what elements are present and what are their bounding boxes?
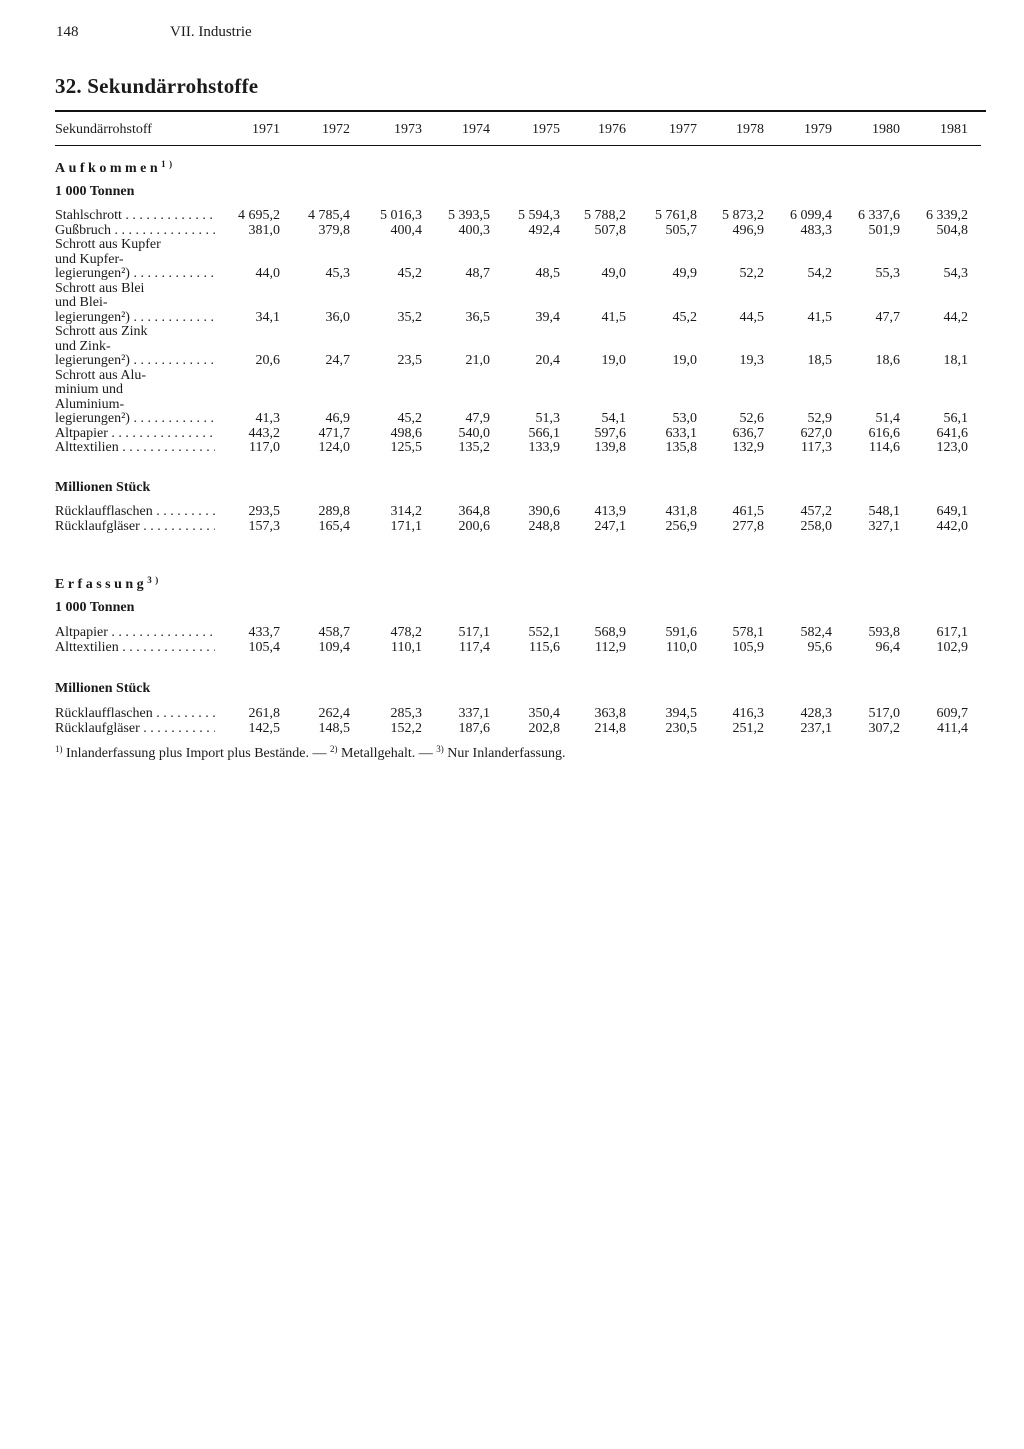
- table-cell: 307,2: [868, 720, 900, 736]
- table-cell: 56,1: [943, 411, 968, 426]
- column-header-year: 1981: [940, 122, 968, 137]
- column-header-year: 1979: [804, 122, 832, 137]
- table-cell: 54,1: [601, 411, 626, 426]
- table-cell: 105,9: [732, 639, 764, 655]
- table-cell: 443,2: [248, 425, 280, 441]
- table-cell: 48,5: [535, 266, 560, 281]
- table-cell: 597,6: [594, 425, 626, 441]
- table-cell: 627,0: [800, 425, 832, 441]
- table-cell: 52,6: [739, 411, 764, 426]
- table-cell: 5 594,3: [518, 208, 560, 223]
- table-cell: 5 761,8: [655, 208, 697, 223]
- table-cell: 400,3: [458, 222, 490, 238]
- table-cell: 293,5: [248, 504, 280, 519]
- table-cell: 36,0: [325, 309, 350, 325]
- table-cell: 20,4: [535, 353, 560, 368]
- row-label-text: legierungen²) . . .: [55, 311, 215, 325]
- row-label-text: Schrott aus Kupfer: [55, 237, 161, 252]
- table-cell: 48,7: [465, 266, 490, 281]
- table-cell: 413,9: [594, 504, 626, 519]
- chapter-title: VII. Industrie: [170, 24, 252, 40]
- table-cell: 44,5: [739, 309, 764, 325]
- table-cell: 54,3: [943, 266, 968, 281]
- table-cell: 110,0: [666, 639, 697, 655]
- table-cell: 202,8: [528, 720, 560, 736]
- table-cell: 49,9: [672, 266, 697, 281]
- table-cell: 540,0: [458, 425, 490, 441]
- table-cell: 649,1: [936, 504, 968, 519]
- table-cell: 51,4: [875, 411, 900, 426]
- table-cell: 19,3: [739, 353, 764, 368]
- table-cell: 139,8: [594, 440, 626, 455]
- table-cell: 381,0: [248, 222, 280, 238]
- row-label: [55, 282, 144, 296]
- table-cell: 148,5: [318, 720, 350, 736]
- table-cell: 400,4: [390, 222, 422, 238]
- table-cell: 96,4: [875, 639, 900, 655]
- table-cell: 125,5: [390, 440, 422, 455]
- footnote-mark: 1): [55, 744, 63, 754]
- table-cell: 165,4: [318, 518, 350, 534]
- row-label: [55, 253, 124, 267]
- row-label: [55, 427, 215, 441]
- table-cell: 285,3: [390, 706, 422, 721]
- table-title: 32. Sekundärrohstoffe: [55, 74, 259, 98]
- column-header-year: 1976: [598, 122, 626, 137]
- table-cell: 247,1: [594, 518, 626, 534]
- column-header-label: Sekundärrohstoff: [55, 122, 152, 137]
- row-label-text: Rücklaufflaschen . . .: [55, 707, 215, 721]
- table-cell: 124,0: [318, 440, 350, 455]
- column-header-year: 1978: [736, 122, 764, 137]
- unit-heading: Millionen Stück: [55, 480, 151, 495]
- table-cell: 248,8: [528, 518, 560, 534]
- table-cell: 237,1: [800, 720, 832, 736]
- footnote: [55, 746, 565, 762]
- table-cell: 21,0: [465, 353, 490, 368]
- footnote-mark: 1): [161, 159, 176, 169]
- row-label: [55, 383, 123, 397]
- table-cell: 135,2: [458, 440, 490, 455]
- row-label: [55, 238, 161, 252]
- table-cell: 363,8: [594, 706, 626, 721]
- table-cell: 117,4: [459, 639, 490, 655]
- table-cell: 256,9: [665, 518, 697, 534]
- table-cell: 6 339,2: [926, 208, 968, 223]
- row-label: [55, 722, 215, 736]
- table-cell: 19,0: [672, 353, 697, 368]
- row-label: [55, 224, 215, 238]
- row-label-text: Altpapier . . .: [55, 427, 215, 441]
- table-cell: 114,6: [869, 440, 900, 455]
- table-cell: 230,5: [665, 720, 697, 736]
- table-cell: 496,9: [732, 222, 764, 238]
- table-cell: 582,4: [800, 625, 832, 640]
- footnote-text: Nur Inlanderfassung.: [443, 746, 566, 761]
- table-cell: 251,2: [732, 720, 764, 736]
- row-label-text: Aluminium-: [55, 396, 125, 412]
- row-label: [55, 340, 111, 354]
- row-label-text: Rücklaufflaschen . . .: [55, 505, 215, 519]
- table-cell: 258,0: [800, 518, 832, 534]
- footnote-mark: 2): [330, 744, 338, 754]
- table-cell: 442,0: [936, 518, 968, 534]
- table-cell: 364,8: [458, 504, 490, 519]
- table-cell: 112,9: [595, 639, 626, 655]
- table-cell: 552,1: [528, 625, 560, 640]
- table-cell: 461,5: [732, 504, 764, 519]
- table-cell: 109,4: [318, 639, 350, 655]
- section-heading-text: Erfassung: [55, 577, 148, 592]
- table-cell: 5 393,5: [448, 208, 490, 223]
- table-cell: 517,0: [868, 706, 900, 721]
- table-cell: 45,2: [397, 266, 422, 281]
- table-cell: 379,8: [318, 222, 350, 238]
- table-cell: 6 099,4: [790, 208, 832, 223]
- table-cell: 53,0: [672, 411, 697, 426]
- table-cell: 39,4: [535, 309, 560, 325]
- unit-heading: Millionen Stück: [55, 681, 151, 696]
- table-cell: 45,2: [397, 411, 422, 426]
- section-heading: [55, 575, 162, 592]
- table-cell: 416,3: [732, 706, 764, 721]
- table-cell: 457,2: [800, 504, 832, 519]
- table-cell: 5 873,2: [722, 208, 764, 223]
- table-cell: 41,5: [601, 309, 626, 325]
- row-label-text: Schrott aus Alu-: [55, 367, 146, 383]
- row-label: [55, 325, 148, 339]
- table-cell: 492,4: [528, 222, 560, 238]
- row-label: [55, 412, 215, 426]
- table-cell: 478,2: [390, 625, 422, 640]
- section-heading: [55, 159, 176, 176]
- table-cell: 24,7: [325, 353, 350, 368]
- row-label: [55, 505, 215, 519]
- table-cell: 277,8: [732, 518, 764, 534]
- column-header-year: 1974: [462, 122, 490, 137]
- row-label: [55, 441, 215, 455]
- row-label-text: Rücklaufgläser . . .: [55, 520, 215, 534]
- footnote-text: Metallgehalt. —: [337, 746, 437, 761]
- table-cell: 102,9: [936, 639, 968, 655]
- table-cell: 157,3: [248, 518, 280, 534]
- table-cell: 6 337,6: [858, 208, 900, 223]
- table-cell: 504,8: [936, 222, 968, 238]
- table-cell: 200,6: [458, 518, 490, 534]
- table-cell: 548,1: [868, 504, 900, 519]
- column-header-year: 1975: [532, 122, 560, 137]
- table-cell: 609,7: [936, 706, 968, 721]
- row-label-text: legierungen²) . . .: [55, 267, 215, 281]
- footnote-mark: 3): [147, 575, 162, 585]
- table-cell: 390,6: [528, 504, 560, 519]
- table-cell: 431,8: [665, 504, 697, 519]
- table-cell: 483,3: [800, 222, 832, 238]
- row-label-text: Gußbruch . . .: [55, 224, 215, 238]
- row-label-text: Schrott aus Zink: [55, 324, 148, 339]
- table-cell: 433,7: [248, 625, 280, 640]
- table-cell: 54,2: [807, 266, 832, 281]
- unit-heading: 1 000 Tonnen: [55, 184, 135, 199]
- table-cell: 633,1: [665, 425, 697, 441]
- row-label-text: Stahlschrott . . .: [55, 209, 215, 223]
- row-label: [55, 398, 124, 412]
- row-label: [55, 209, 215, 223]
- table-cell: 23,5: [397, 353, 422, 368]
- unit-heading: 1 000 Tonnen: [55, 600, 135, 615]
- table-cell: 616,6: [868, 425, 900, 441]
- table-cell: 117,3: [801, 440, 832, 455]
- page-number: 148: [56, 24, 79, 40]
- row-label-text: Schrott aus Blei: [55, 280, 145, 296]
- column-header-year: 1977: [669, 122, 697, 137]
- row-label-text: Alttextilien . . .: [55, 441, 215, 455]
- table-cell: 517,1: [458, 625, 490, 640]
- table-cell: 35,2: [397, 309, 422, 325]
- table-cell: 505,7: [665, 222, 697, 238]
- row-label-text: legierungen²) . . .: [55, 412, 215, 426]
- table-cell: 314,2: [390, 504, 422, 519]
- row-label: [55, 311, 215, 325]
- table-cell: 214,8: [594, 720, 626, 736]
- table-cell: 337,1: [458, 706, 490, 721]
- table-cell: 394,5: [665, 706, 697, 721]
- row-label: [55, 641, 215, 655]
- table-cell: 498,6: [390, 425, 422, 441]
- table-cell: 636,7: [732, 425, 764, 441]
- table-cell: 133,9: [528, 440, 560, 455]
- table-cell: 132,9: [732, 440, 764, 455]
- table-cell: 47,9: [465, 411, 490, 426]
- table-cell: 5 788,2: [584, 208, 626, 223]
- table-cell: 4 785,4: [308, 208, 350, 223]
- row-label: [55, 369, 146, 383]
- table-cell: 44,0: [255, 266, 280, 281]
- column-header-year: 1973: [394, 122, 422, 137]
- row-label: [55, 520, 215, 534]
- table-cell: 142,5: [248, 720, 280, 736]
- table-cell: 471,7: [318, 425, 350, 441]
- row-label-text: und Kupfer-: [55, 251, 124, 267]
- table-cell: 110,1: [391, 639, 422, 655]
- table-cell: 115,6: [529, 639, 560, 655]
- table-cell: 617,1: [936, 625, 968, 640]
- table-cell: 46,9: [325, 411, 350, 426]
- section-heading-text: Aufkommen: [55, 161, 162, 176]
- table-cell: 18,5: [807, 353, 832, 368]
- table-cell: 45,2: [672, 309, 697, 325]
- table-cell: 4 695,2: [238, 208, 280, 223]
- row-label-text: Alttextilien . . .: [55, 641, 215, 655]
- table-cell: 135,8: [665, 440, 697, 455]
- table-cell: 20,6: [255, 353, 280, 368]
- table-cell: 123,0: [936, 440, 968, 455]
- row-label-text: und Blei-: [55, 295, 108, 310]
- table-cell: 19,0: [601, 353, 626, 368]
- table-cell: 47,7: [875, 309, 900, 325]
- table-cell: 578,1: [732, 625, 764, 640]
- table-cell: 507,8: [594, 222, 626, 238]
- table-cell: 95,6: [807, 639, 832, 655]
- table-cell: 55,3: [875, 266, 900, 281]
- table-cell: 289,8: [318, 504, 350, 519]
- table-cell: 591,6: [665, 625, 697, 640]
- table-cell: 52,9: [807, 411, 832, 426]
- table-cell: 568,9: [594, 625, 626, 640]
- table-cell: 411,4: [937, 720, 968, 736]
- row-label-text: Altpapier . . .: [55, 626, 215, 640]
- table-cell: 261,8: [248, 706, 280, 721]
- table-cell: 51,3: [535, 411, 560, 426]
- table-cell: 44,2: [943, 309, 968, 325]
- table-cell: 566,1: [528, 425, 560, 441]
- table-cell: 327,1: [868, 518, 900, 534]
- row-label: [55, 267, 215, 281]
- table-cell: 641,6: [936, 425, 968, 441]
- row-label: [55, 296, 108, 310]
- table-cell: 105,4: [248, 639, 280, 655]
- table-cell: 187,6: [458, 720, 490, 736]
- row-label-text: und Zink-: [55, 338, 111, 354]
- table-cell: 501,9: [868, 222, 900, 238]
- table-cell: 593,8: [868, 625, 900, 640]
- table-cell: 34,1: [255, 309, 280, 325]
- table-cell: 171,1: [390, 518, 422, 534]
- table-cell: 350,4: [528, 706, 560, 721]
- table-cell: 428,3: [800, 706, 832, 721]
- row-label: [55, 707, 215, 721]
- footnote-text: Inlanderfassung plus Import plus Bestände. —: [62, 746, 331, 761]
- column-header-year: 1980: [872, 122, 900, 137]
- table-cell: 41,5: [807, 309, 832, 325]
- row-label: [55, 354, 215, 368]
- table-cell: 45,3: [325, 266, 350, 281]
- table-cell: 458,7: [318, 625, 350, 640]
- table-cell: 18,1: [943, 353, 968, 368]
- row-label-text: Rücklaufgläser . . .: [55, 722, 215, 736]
- row-label-text: legierungen²) . . .: [55, 354, 215, 368]
- table-cell: 52,2: [739, 266, 764, 281]
- table-cell: 262,4: [318, 706, 350, 721]
- table-cell: 117,0: [249, 440, 280, 455]
- table-cell: 5 016,3: [380, 208, 422, 223]
- table-cell: 49,0: [601, 266, 626, 281]
- table-cell: 18,6: [875, 353, 900, 368]
- column-header-year: 1972: [322, 122, 350, 137]
- table-cell: 36,5: [465, 309, 490, 325]
- table-cell: 41,3: [255, 411, 280, 426]
- footnote-mark: 3): [436, 744, 444, 754]
- column-header-year: 1971: [252, 122, 280, 137]
- table-cell: 152,2: [390, 720, 422, 736]
- row-label: [55, 626, 215, 640]
- row-label-text: minium und: [55, 382, 124, 397]
